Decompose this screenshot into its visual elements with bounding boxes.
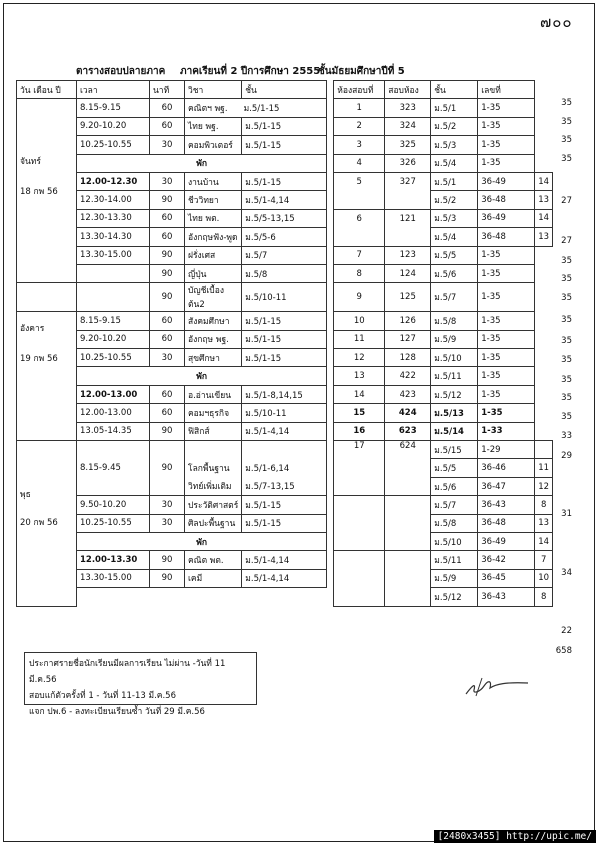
room-class: ม.5/9 — [431, 569, 478, 587]
room — [385, 191, 431, 209]
room: 127 — [385, 330, 431, 348]
row-total: 35 — [561, 154, 572, 164]
exam-minutes: 90 — [150, 264, 185, 282]
room-class: ม.5/11 — [431, 367, 478, 385]
day-date: 20 กพ 56 — [20, 518, 58, 529]
exam-class: ม.5/1-15 — [242, 172, 327, 190]
row-total: 35 — [561, 274, 572, 284]
exam-subject: ศิลปะพื้นฐาน — [185, 514, 242, 532]
room-no: 15 — [334, 404, 385, 422]
table-row — [17, 477, 553, 495]
room-no: 10 — [334, 312, 385, 330]
room-no: 1 — [334, 99, 385, 117]
room-numbers: 36-45 — [478, 569, 535, 587]
exam-minutes: 90 — [150, 191, 185, 209]
exam-minutes: 60 — [150, 228, 185, 246]
room-class: ม.5/13 — [431, 404, 478, 422]
exam-subject: ฝรั่งเศส — [185, 246, 242, 264]
exam-time: 12.30-13.30 — [77, 209, 150, 227]
room-no — [334, 569, 385, 587]
exam-subject: เคมี — [185, 569, 242, 587]
room-no: 13 — [334, 367, 385, 385]
table-row — [17, 283, 553, 312]
room-class: ม.5/4 — [431, 228, 478, 246]
table-row — [17, 312, 553, 330]
exam-schedule-table — [16, 80, 553, 607]
exam-minutes: 60 — [150, 312, 185, 330]
exam-time: 9.50-10.20 — [77, 496, 150, 514]
table-row — [17, 441, 553, 459]
exam-subject: ไทย พต. — [185, 209, 242, 227]
table-row — [17, 569, 553, 587]
room-class: ม.5/10 — [431, 349, 478, 367]
exam-class: ม.5/1-4,14 — [242, 551, 327, 569]
table-row — [17, 136, 553, 154]
room-class: ม.5/14 — [431, 422, 478, 440]
exam-subject: คอมฯธุรกิจ — [185, 404, 242, 422]
table-row — [17, 117, 553, 135]
room-count: 10 — [535, 569, 553, 587]
room-numbers: 1-35 — [478, 404, 535, 422]
exam-minutes: 90 — [150, 551, 185, 569]
exam-minutes — [150, 477, 185, 495]
room-count: 13 — [535, 514, 553, 532]
exam-time: 13.30-15.00 — [77, 569, 150, 587]
room-numbers: 1-35 — [478, 283, 535, 312]
room-numbers: 36-48 — [478, 514, 535, 532]
exam-minutes: 60 — [150, 99, 185, 117]
exam-time: 12.30-14.00 — [77, 191, 150, 209]
room-no: 11 — [334, 330, 385, 348]
room-count: 8 — [535, 496, 553, 514]
watermark: [2480x3455] http://upic.me/ — [434, 830, 596, 843]
exam-time: 13.05-14.35 — [77, 422, 150, 440]
exam-class: ม.5/1-15 — [242, 312, 327, 330]
room-numbers: 1-35 — [478, 264, 535, 282]
room-class: ม.5/2 — [431, 191, 478, 209]
exam-minutes: 90 — [150, 283, 185, 312]
table-row — [17, 385, 553, 403]
room-class: ม.5/8 — [431, 514, 478, 532]
room-class: ม.5/7 — [431, 283, 478, 312]
room: 323 — [385, 99, 431, 117]
exam-class: ม.5/7-13,15 — [242, 477, 327, 495]
room-class: ม.5/1 — [431, 172, 478, 190]
room-numbers: 1-35 — [478, 136, 535, 154]
room-numbers: 36-42 — [478, 551, 535, 569]
room: 624 — [385, 441, 431, 459]
room-no — [334, 477, 385, 495]
exam-class: ม.5/5-6 — [242, 228, 327, 246]
room: 623 — [385, 422, 431, 440]
exam-time: 8.15-9.15 — [77, 99, 150, 117]
room-count: 12 — [535, 477, 553, 495]
room — [385, 514, 431, 532]
exam-subject: คณิต พต. — [185, 551, 242, 569]
exam-subject: บัญชีเบื้องต้น2 — [185, 283, 242, 312]
room: 422 — [385, 367, 431, 385]
exam-minutes: 60 — [150, 117, 185, 135]
room-class: ม.5/1 — [431, 99, 478, 117]
row-total: 35 — [561, 393, 572, 403]
room-count: 8 — [535, 588, 553, 606]
exam-minutes: 90 — [150, 246, 185, 264]
exam-time: 10.25-10.55 — [77, 136, 150, 154]
table-row — [17, 349, 553, 367]
exam-subject: ญี่ปุ่น — [185, 264, 242, 282]
room — [385, 569, 431, 587]
room-no — [334, 551, 385, 569]
row-total: 35 — [561, 293, 572, 303]
exam-class: ม.5/1-4,14 — [242, 422, 327, 440]
room-numbers: 36-48 — [478, 228, 535, 246]
exam-time: 10.25-10.55 — [77, 514, 150, 532]
col-time: เวลา — [77, 81, 150, 99]
exam-class: ม.5/1-4,14 — [242, 191, 327, 209]
room-no: 5 — [334, 172, 385, 190]
table-row — [17, 404, 553, 422]
table-row — [17, 367, 553, 385]
room-class: ม.5/4 — [431, 154, 478, 172]
table-row — [17, 459, 553, 477]
table-row — [17, 209, 553, 227]
exam-time: 12.00-13.00 — [77, 385, 150, 403]
row-total: 35 — [561, 117, 572, 127]
day-name: อังคาร — [20, 324, 45, 335]
doc-title: ตารางสอบปลายภาค — [76, 66, 166, 77]
exam-minutes: 60 — [150, 209, 185, 227]
room-class: ม.5/15 — [431, 441, 478, 459]
room-no: 3 — [334, 136, 385, 154]
exam-minutes: 60 — [150, 385, 185, 403]
exam-class: ม.5/1-6,14 — [242, 459, 327, 477]
row-total: 22 — [561, 626, 572, 636]
exam-time: 9.20-10.20 — [77, 330, 150, 348]
room: 327 — [385, 172, 431, 190]
row-total: 34 — [561, 568, 572, 578]
exam-subject: อังกฤษฟัง-พูด — [185, 228, 242, 246]
room-numbers: 36-43 — [478, 588, 535, 606]
room-count: 14 — [535, 532, 553, 550]
table-row — [17, 99, 553, 117]
exam-minutes: 60 — [150, 404, 185, 422]
room: 325 — [385, 136, 431, 154]
exam-minutes: 90 — [150, 459, 185, 477]
exam-class: ม.5/1-15 — [242, 330, 327, 348]
room-no: 9 — [334, 283, 385, 312]
room-no — [334, 459, 385, 477]
table-row — [17, 246, 553, 264]
room: 124 — [385, 264, 431, 282]
room-numbers: 1-35 — [478, 349, 535, 367]
room-class: ม.5/2 — [431, 117, 478, 135]
exam-minutes: 30 — [150, 349, 185, 367]
exam-minutes: 30 — [150, 136, 185, 154]
room-numbers: 1-35 — [478, 246, 535, 264]
room-count: 13 — [535, 191, 553, 209]
room-class: ม.5/3 — [431, 209, 478, 227]
day-name: พุธ — [20, 490, 31, 501]
exam-time — [77, 477, 150, 495]
col-room-class: ชั้น — [431, 81, 478, 99]
day-date: 18 กพ 56 — [20, 187, 58, 198]
room-no: 16 — [334, 422, 385, 440]
col-room: สอบห้อง — [385, 81, 431, 99]
exam-time — [77, 283, 150, 312]
table-row — [17, 154, 553, 172]
room — [385, 459, 431, 477]
exam-time: 12.00-13.00 — [77, 404, 150, 422]
room-no — [334, 496, 385, 514]
exam-class: ม.5/1-15 — [242, 514, 327, 532]
col-subject: วิชา — [185, 81, 242, 99]
room-numbers: 36-43 — [478, 496, 535, 514]
col-exam-room: ห้องสอบที่ — [334, 81, 385, 99]
exam-class: ม.5/1-15 — [242, 496, 327, 514]
day-cell-wednesday — [17, 441, 77, 607]
table-row — [17, 496, 553, 514]
exam-subject: วิทย์เพิ่มเติม — [185, 477, 242, 495]
table-row — [17, 172, 553, 190]
break-row: พัก — [77, 532, 327, 550]
exam-subject: อังกฤษ พฐ. — [185, 330, 242, 348]
room-no: 2 — [334, 117, 385, 135]
room-no — [334, 514, 385, 532]
room-no: 14 — [334, 385, 385, 403]
room-numbers: 1-35 — [478, 312, 535, 330]
exam-minutes — [150, 441, 185, 459]
exam-subject: ประวัติศาสตร์ — [185, 496, 242, 514]
room-class: ม.5/10 — [431, 532, 478, 550]
room — [385, 532, 431, 550]
room-class: ม.5/5 — [431, 459, 478, 477]
exam-time — [77, 264, 150, 282]
col-class: ชั้น — [242, 81, 327, 99]
room-numbers: 1-35 — [478, 330, 535, 348]
room-numbers: 36-47 — [478, 477, 535, 495]
exam-minutes: 30 — [150, 172, 185, 190]
room-numbers: 1-35 — [478, 154, 535, 172]
room-class: ม.5/6 — [431, 477, 478, 495]
col-minutes: นาที — [150, 81, 185, 99]
room: 324 — [385, 117, 431, 135]
room: 125 — [385, 283, 431, 312]
room-numbers: 1-35 — [478, 117, 535, 135]
room-no — [334, 191, 385, 209]
room-class: ม.5/9 — [431, 330, 478, 348]
grand-total: 658 — [555, 646, 572, 656]
row-total: 35 — [561, 375, 572, 385]
exam-subject: งานบ้าน — [185, 172, 242, 190]
exam-time: 13.30-14.30 — [77, 228, 150, 246]
exam-class: ม.5/1-15 — [242, 117, 327, 135]
room — [385, 228, 431, 246]
exam-class: ม.5/8 — [242, 264, 327, 282]
exam-class: ม.5/1-15 — [242, 136, 327, 154]
room-no — [334, 532, 385, 550]
room-class: ม.5/7 — [431, 496, 478, 514]
room-numbers: 1-35 — [478, 367, 535, 385]
room-numbers: 36-49 — [478, 172, 535, 190]
table-row — [17, 330, 553, 348]
room: 423 — [385, 385, 431, 403]
exam-minutes: 90 — [150, 422, 185, 440]
room — [385, 588, 431, 606]
room-numbers: 1-33 — [478, 422, 535, 440]
table-row — [17, 422, 553, 440]
exam-class: ม.5/5-13,15 — [242, 209, 327, 227]
col-numbers: เลขที่ — [478, 81, 535, 99]
exam-minutes: 90 — [150, 569, 185, 587]
day-name: จันทร์ — [20, 157, 41, 168]
exam-minutes: 60 — [150, 330, 185, 348]
room-no: 7 — [334, 246, 385, 264]
note-line: สอบแก้ตัวครั้งที่ 1 - วันที่ 11-13 มี.ค.56 — [29, 691, 176, 701]
exam-time — [77, 441, 150, 459]
table-row — [17, 514, 553, 532]
table-row — [17, 191, 553, 209]
room-numbers: 1-29 — [478, 441, 535, 459]
room: 128 — [385, 349, 431, 367]
row-total: 35 — [561, 336, 572, 346]
room — [385, 477, 431, 495]
row-total: 33 — [561, 431, 572, 441]
notes-box — [24, 652, 257, 717]
row-total: 35 — [561, 412, 572, 422]
note-line: ประกาศรายชื่อนักเรียนมีผลการเรียน ไม่ผ่าน -วันที่ 11 มี.ค.56 — [29, 659, 226, 685]
row-total: 27 — [561, 236, 572, 246]
table-row — [17, 228, 553, 246]
break-row: พัก — [77, 367, 327, 385]
room-count: 7 — [535, 551, 553, 569]
room — [385, 496, 431, 514]
exam-time: 12.00-12.30 — [77, 172, 150, 190]
row-total: 35 — [561, 135, 572, 145]
room-no: 12 — [334, 349, 385, 367]
room-count: 14 — [535, 209, 553, 227]
exam-class: ม.5/10-11 — [242, 283, 327, 312]
room-no: 17 — [334, 441, 385, 459]
row-total: 35 — [561, 355, 572, 365]
table-row — [17, 588, 553, 606]
exam-time: 13.30-15.00 — [77, 246, 150, 264]
room: 123 — [385, 246, 431, 264]
room-class: ม.5/3 — [431, 136, 478, 154]
break-row: พัก — [77, 154, 327, 172]
table-row — [17, 551, 553, 569]
room-no: 6 — [334, 209, 385, 227]
row-total: 29 — [561, 451, 572, 461]
row-total: 27 — [561, 196, 572, 206]
room-no: 8 — [334, 264, 385, 282]
room: 326 — [385, 154, 431, 172]
page-number: ๗๐๐ — [540, 13, 573, 31]
header-row — [17, 81, 553, 99]
exam-subject: สุขศึกษา — [185, 349, 242, 367]
room: 121 — [385, 209, 431, 227]
exam-subject: ไทย พฐ. — [185, 117, 242, 135]
room-no — [334, 228, 385, 246]
signature — [462, 672, 532, 702]
exam-subject: คณิตฯ พฐ. ม.5/1-15 — [185, 99, 327, 117]
room-numbers: 36-49 — [478, 209, 535, 227]
row-total: 31 — [561, 509, 572, 519]
exam-subject: ฟิสิกส์ — [185, 422, 242, 440]
exam-subject: ชีววิทยา — [185, 191, 242, 209]
day-date: 19 กพ 56 — [20, 354, 58, 365]
exam-subject — [185, 441, 242, 459]
exam-time: 8.15-9.15 — [77, 312, 150, 330]
room-numbers: 1-35 — [478, 385, 535, 403]
room-class: ม.5/12 — [431, 588, 478, 606]
room-class: ม.5/5 — [431, 246, 478, 264]
room-class: ม.5/6 — [431, 264, 478, 282]
exam-minutes: 30 — [150, 514, 185, 532]
room-count: 14 — [535, 172, 553, 190]
exam-time: 8.15-9.45 — [77, 459, 150, 477]
room: 424 — [385, 404, 431, 422]
exam-time: 9.20-10.20 — [77, 117, 150, 135]
exam-class: ม.5/1-15 — [242, 349, 327, 367]
exam-class: ม.5/10-11 — [242, 404, 327, 422]
exam-class: ม.5/1-4,14 — [242, 569, 327, 587]
row-total: 35 — [561, 256, 572, 266]
room-numbers: 1-35 — [478, 99, 535, 117]
day-cell-monday — [17, 99, 77, 283]
room-numbers: 36-46 — [478, 459, 535, 477]
exam-subject: คอมพิวเตอร์ — [185, 136, 242, 154]
exam-class: ม.5/7 — [242, 246, 327, 264]
exam-minutes: 30 — [150, 496, 185, 514]
exam-time: 12.00-13.30 — [77, 551, 150, 569]
note-line: แจก ปพ.6 - ลงทะเบียนเรียนซ้ำ วันที่ 29 มี.ค.56 — [29, 707, 205, 717]
exam-subject: โลกพื้นฐาน — [185, 459, 242, 477]
doc-term: ภาคเรียนที่ 2 ปีการศึกษา 2555 — [180, 66, 321, 77]
room-class: ม.5/8 — [431, 312, 478, 330]
exam-class — [242, 441, 327, 459]
row-total: 35 — [561, 98, 572, 108]
row-total: 35 — [561, 315, 572, 325]
room-no: 4 — [334, 154, 385, 172]
room-numbers: 36-49 — [478, 532, 535, 550]
room-numbers: 36-48 — [478, 191, 535, 209]
col-day: วัน เดือน ปี — [17, 81, 77, 99]
exam-time: 10.25-10.55 — [77, 349, 150, 367]
exam-class: ม.5/1-8,14,15 — [242, 385, 327, 403]
room-no — [334, 588, 385, 606]
table-row — [17, 264, 553, 282]
room-class: ม.5/12 — [431, 385, 478, 403]
exam-subject: สังคมศึกษา — [185, 312, 242, 330]
room-count: 11 — [535, 459, 553, 477]
room-class: ม.5/11 — [431, 551, 478, 569]
day-cell-tuesday — [17, 312, 77, 441]
room: 126 — [385, 312, 431, 330]
table-row — [17, 532, 553, 550]
room — [385, 551, 431, 569]
room-count: 13 — [535, 228, 553, 246]
exam-subject: อ.อ่านเขียน — [185, 385, 242, 403]
doc-level: ชั้นมัธยมศึกษาปีที่ 5 — [318, 66, 405, 77]
